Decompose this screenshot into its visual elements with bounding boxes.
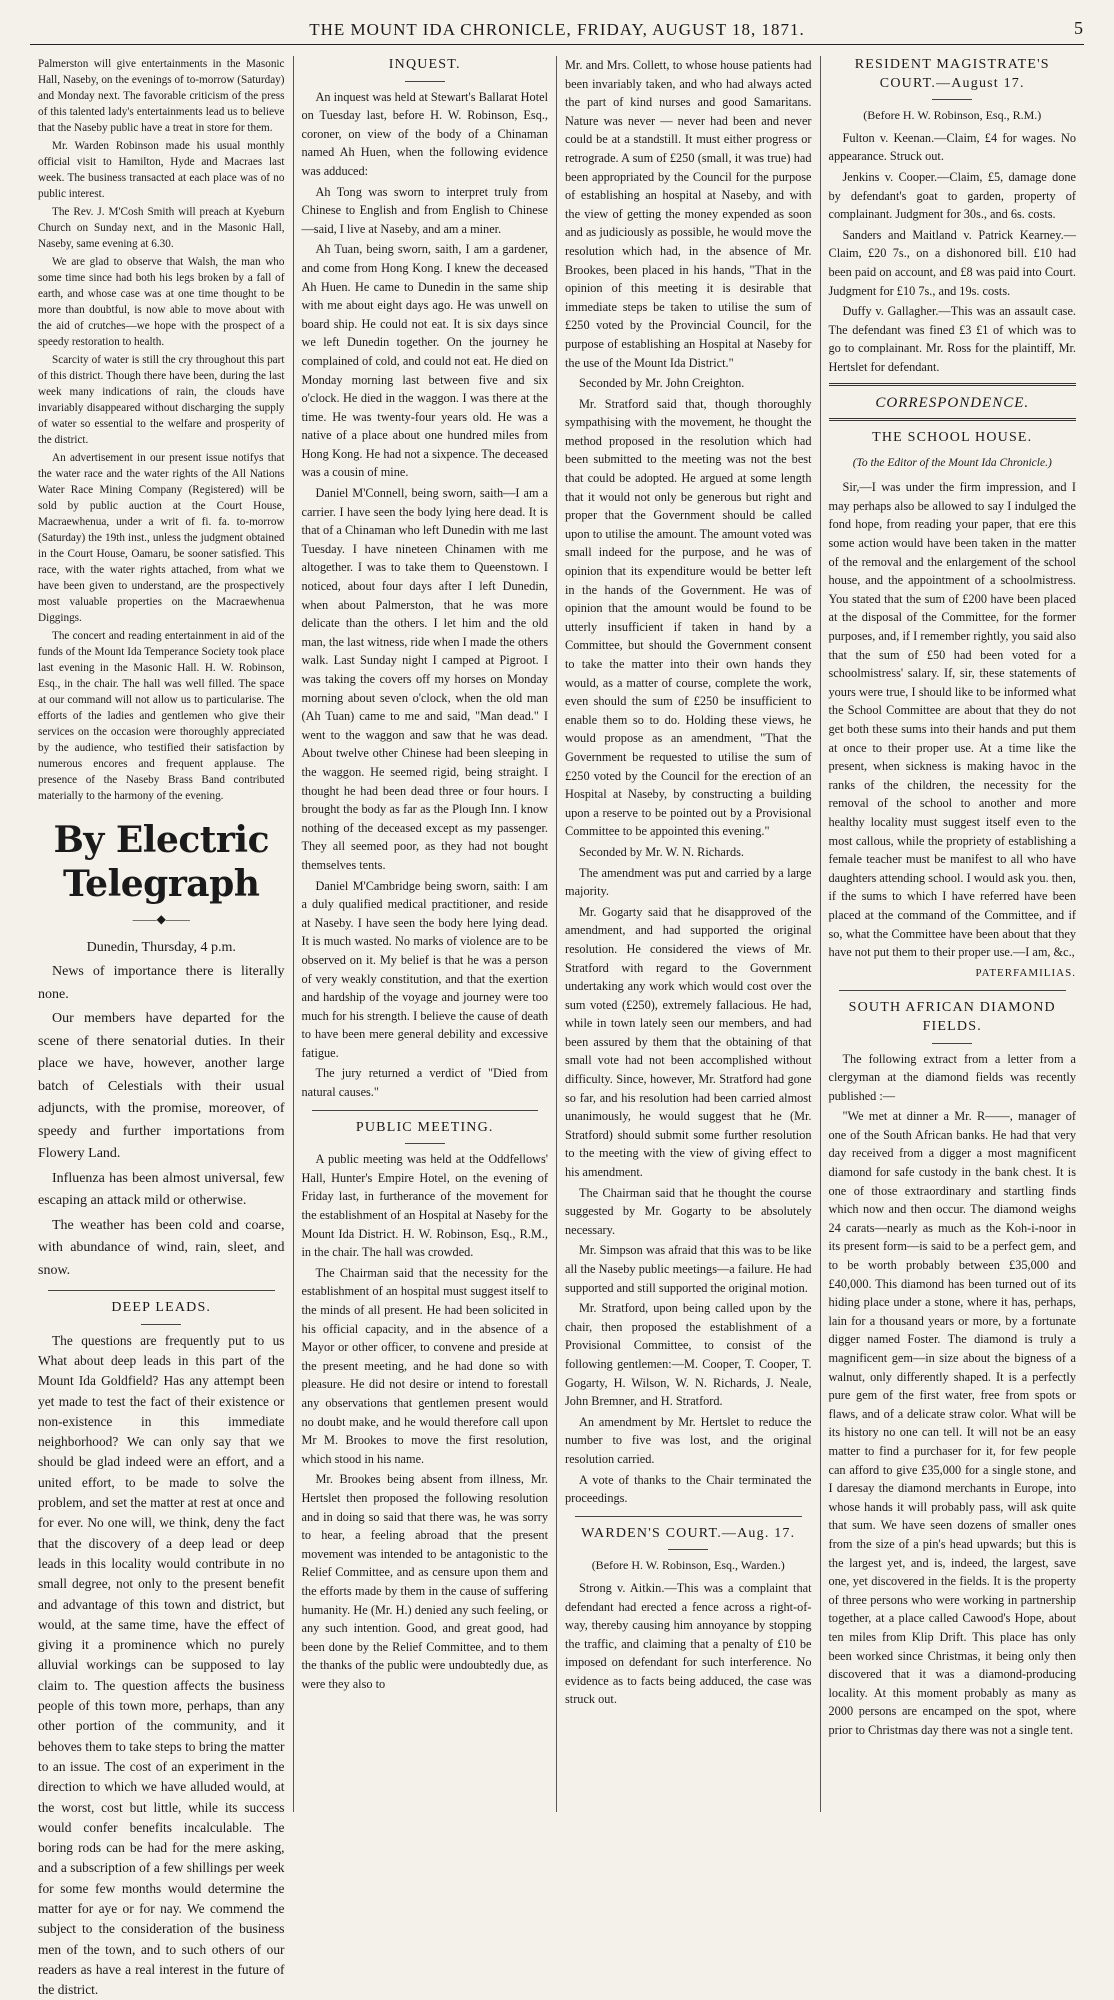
- paragraph: An advertisement in our present issue notifys that the water race and the water rights of the All Nations Water Race Mining Company (Registered) will be sold by public auction at the Court House, Macraewhenua, under a writ of fi. fa. to-morrow (Saturday) the 19th inst., unless the judgment obtained in the Court House, Oamaru, be sooner satisfied. This race, with the water rights attached, from what we have been given to understand, are the prospectively most valuable properties on the Macraewhenua Diggings.: [38, 452, 285, 624]
- divider: [932, 99, 972, 100]
- paragraph: The jury returned a verdict of "Died from natural causes.": [301, 1066, 548, 1100]
- paragraph: Daniel M'Connell, being sworn, saith—I am a carrier. I have seen the body lying here dead. It is that of a Chinaman who left Dunedin with me last Tuesday. I have nineteen Chinamen with me altogether. I was to take them to Queenstown. I noticed, about four days after I left Dunedin, when about Palmerston, that he was more delicate than the others. I let him and the old man, the last witness, ride when I made the others walk. Last Sunday night I camped at Pigroot. I was taking the covers off my horses on Monday morning about seven o'clock, when the old man (Ah Tuan) came to me and said, "Man dead." I went to the waggon and saw that he was dead. About twelve other Chinese had been sleeping in the waggon. He seemed rigid, being straight. I thought he had been dead three or four hours. I brought the body as far as the Plough Inn. I know nothing of the deceased except as my passenger. They all seemed poor, as they had not bought themselves tents.: [301, 486, 548, 872]
- paragraph: Mr. Warden Robinson made his usual monthly official visit to Hamilton, Hyde and Macraes last week. The business transacted at each place was of no public interest.: [38, 140, 285, 200]
- paragraph: A vote of thanks to the Chair terminated the proceedings.: [565, 1472, 812, 1506]
- paragraph: News of importance there is literally none.: [38, 964, 285, 1002]
- paragraph: Mr. Stratford, upon being called upon by the chair, then proposed the establishment of a Provisional Committee, to consist of the following gentlemen:—M. Cooper, T. Cooper, T. Gogarty, H. Wilson, W. N. Richards, J. Neale, John Bremner, and H. Stratford.: [565, 1301, 812, 1409]
- divider: [405, 1143, 445, 1144]
- column-4: [821, 56, 1085, 1812]
- divider: [829, 383, 1077, 386]
- letter-signature: PATERFAMILIAS.: [975, 966, 1076, 979]
- divider: [829, 418, 1077, 421]
- ornament-divider: ——◆——: [132, 912, 190, 926]
- column-1: [30, 56, 294, 1998]
- page-header-title: THE MOUNT IDA CHRONICLE, FRIDAY, AUGUST 18, 1871.: [309, 20, 805, 39]
- paragraph: The concert and reading entertainment in aid of the funds of the Mount Ida Temperance Society took place last evening in the Masonic Hall. H. W. Robinson, Esq., in the chair. The hall was well filled. The space at our command will not allow us to particularise. The efforts of the ladies and gentlemen who give their services on the occasion were thoroughly appreciated by the audience, who testified their satisfaction by numerous encores and frequent applause. The presence of the Naseby Brass Band contributed materially to the harmony of the evening.: [38, 630, 285, 802]
- paragraph: The following extract from a letter from a clergyman at the diamond fields was recently published :—: [828, 1051, 1076, 1103]
- paragraph: Strong v. Aitkin.—This was a complaint that defendant had erected a fence across a right-of-way, thereby causing him annoyance by stopping the traffic, and claiming that a penalty of £10 be imposed on defendant for such interference. No evidence as to facts being adduced, the case was struck out.: [565, 1580, 812, 1707]
- paragraph: The Chairman said that the necessity for the establishment of an hospital must suggest itself to the minds of all present. He had been solicited in his official capacity, and in the absence of a Mayor or other officer, to convene and preside at the present meeting, and he had done so with pleasure. He did not desire or intend to forestall any observations that gentlemen present would no doubt make, and he would therefore call upon Mr M. Brookes to move the first resolution, which stood in his name.: [301, 1265, 548, 1466]
- paragraph: The amendment was put and carried by a large majority.: [565, 865, 812, 899]
- masthead: [30, 8, 1084, 45]
- dateline: Dunedin, Thursday, 4 p.m.: [86, 939, 236, 955]
- paragraph: Duffy v. Gallagher.—This was an assault case. The defendant was fined £3 £1 of which was to go to complainant. Mr. Ross for the plaintiff, Mr. Hertslet for defendant.: [828, 304, 1076, 374]
- section-heading-wardens-court: WARDEN'S COURT.—Aug. 17.: [581, 1525, 796, 1541]
- divider: [141, 1324, 181, 1325]
- section-heading-public-meeting: PUBLIC MEETING.: [355, 1119, 494, 1135]
- divider: [932, 1043, 972, 1044]
- paragraph: Jenkins v. Cooper.—Claim, £5, damage done by defendant's goat to garden, property of complainant. Judgment for 30s., and 6s. costs.: [828, 169, 1076, 222]
- section-heading-telegraph: By Electric Telegraph: [53, 819, 269, 905]
- paragraph: Seconded by Mr. W. N. Richards.: [579, 844, 744, 859]
- paragraph: A public meeting was held at the Oddfellows' Hall, Hunter's Empire Hotel, on the evening of Friday last, in furtherance of the movement for the establishment of an Hospital at Naseby for the Mount Ida District. H. W. Robinson, Esq., R.M., in the chair. The hall was crowded.: [301, 1152, 548, 1260]
- paragraph: Palmerston will give entertainments in the Masonic Hall, Naseby, on the evenings of to-morrow (Saturday) and Monday next. The favorable criticism of the press of this talented lady's entertainments lead us to believe that the Naseby public have a treat in store for them.: [38, 58, 285, 134]
- paragraph: Mr. and Mrs. Collett, to whose house patients had been invariably taken, and who had always acted the part of kind nurses and good Samaritans. Nature was never — never had been and never could be at a standstill. It must either progress or retrograde. A sum of £250 (small, it was true) had been appropriated by the Council for the purpose of establishing an hospital at Naseby, and with the view of getting the money expended as soon and as judiciously as possible, he would move the resolution which had, in the absence of Mr. Brookes, been placed in his hands, "That in the opinion of this meeting it is desirable that immediate steps be taken to utilise the sum of £250 voted by the Provincial Council, for the purpose of establishing an Hospital at Naseby for the use of the Mount Ida District.": [565, 58, 812, 370]
- paragraph: Seconded by Mr. John Creighton.: [579, 376, 745, 391]
- divider: [839, 990, 1067, 991]
- divider: [405, 81, 445, 82]
- paragraph: Scarcity of water is still the cry throughout this part of this district. Though there have been, during the last week many indications of rain, the clouds have invariably disappeared without discharging the supply of water so essential to the welfare and prosperity of the district.: [38, 354, 285, 446]
- divider: [312, 1110, 539, 1111]
- paragraph: The Rev. J. M'Cosh Smith will preach at Kyeburn Church on Sunday next, and in the Masonic Hall, Naseby, same evening at 6.30.: [38, 206, 285, 250]
- section-heading-correspondence: CORRESPONDENCE.: [875, 394, 1030, 411]
- paragraph: An inquest was held at Stewart's Ballarat Hotel on Tuesday last, before H. W. Robinson, Esq., coroner, on view of the body of a Chinaman named Ah Huen, when the following evidence was adduced:: [301, 89, 548, 178]
- paragraph: "We met at dinner a Mr. R——, manager of one of the South African banks. He had that very day received from a digger a most magnificent diamond for safe custody in the bank chest. It is one of those extraordinary and startling finds which now and then occur. The diamond weighs 24 carats—nearly as much as the Koh-i-noor in its present form—is said to be a perfect gem, and to be worth probably between £35,000 and £40,000. This diamond has been turned out of its hiding place under a stone, where it has, perhaps, lain for a thousand years or more, by a fortunate digger named Foster. The diamond is truly a magnificent gem—in size about the bigness of a walnut, only differently shaped. It is a perfectly pure gem of the first water, free from spots or flaws, and of a delicate straw color. What will be its history no one can tell. It will not be an easy matter to find a purchaser for it, for few people can afford to give £35,000 for a single stone, and I daresay the diamond merchants in Europe, into whose hands it will probably pass, will ask quite that sum. We have seen dozens of smaller ones from the size of a pin's head upwards; but this is the largest yet, and is, indeed, the largest, save one, yet discovered in the fields. It is the property of three persons who were working in partnership together, at a place called Cawood's Hope, about ten miles from Klip Drift. This place has only been worked since Christmas, it being only then discovered that it was a diamond-producing locality. At this moment probably as many as 2000 persons are encamped on the spot, where prior to Christmas day there was not a single tent.: [828, 1109, 1076, 1737]
- paragraph: We are glad to observe that Walsh, the man who some time since had both his legs broken by a fall of earth, and whose case was at one time thought to be more than doubtful, is now able to move about with the aid of crutches—we hope with the prospect of a speedy restoration to health.: [38, 256, 285, 348]
- court-subheading: (Before H. W. Robinson, Esq., Warden.): [591, 1558, 785, 1573]
- paragraph: Daniel M'Cambridge being sworn, saith: I am a duly qualified medical practitioner, and reside at Naseby. I have seen the body here lying dead. It is much wasted. No marks of violence are to be observed on it. My belief is that he was a person of very weakly constitution, and that the exertion and hardship of the voyage and journey were too much for his strength. I believe the cause of death to have been mere general debility and excessive fatigue.: [301, 878, 548, 1060]
- paragraph: The questions are frequently put to us What about deep leads in this part of the Mount Ida Goldfield? Has any attempt been yet made to test the fact of their existence or non-existence in this immediate neighborhood? We can only say that we should be glad indeed were an effort, and a united effort, to be made to solve the problem, and set the matter at rest at once and for ever. No one will, we think, deny the fact that the discovery of a deep lead or deep leads in this locality would contribute in no small degree, not only to the present benefit and advantage of this town and district, but would, at the same time, have the effect of giving it a prominence which no purely alluvial workings can be supposed to lay claim to. The question affects the business people of this town more, perhaps, than any other portion of the community, and it behoves them to take steps to bring the matter to an issue. The cost of an experiment in the direction to which we have alluded would, at the worst, cost but little, while its success would confer benefits incalculable. The boring rods can be had for the mere asking, and a subscription of a few shillings per week for some few months would determine the matter for aye or for nay. We commend the subject to the consideration of the business men of the town, and to such others of our readers as have a real interest in the future of the district.: [38, 1332, 285, 1998]
- section-heading-deep-leads: DEEP LEADS.: [111, 1300, 212, 1316]
- paragraph: Mr. Gogarty said that he disapproved of the amendment, and had supported the original resolution. He considered the views of Mr. Stratford with regard to the Government undertaking any work which would cost over the sum voted (£250), extremely fallacious. He had, while in town lately seen our members, and had been assured by them that the obtaining of that small vote had not been accomplished without difficulty. Since, however, Mr. Stratford had gone so far, and his resolution had been carried almost unanimously, he would suggest that he (Mr. Stratford) should submit some further resolution to the meeting with the view of giving effect to his amendment.: [565, 904, 812, 1180]
- column-2: [294, 56, 558, 1812]
- paragraph: The weather has been cold and coarse, with abundance of wind, rain, sleet, and snow.: [38, 1217, 285, 1278]
- newspaper-columns: [30, 56, 1084, 1998]
- paragraph: Ah Tong was sworn to interpret truly from Chinese to English and from English to Chinese—said, I live at Naseby, and am a miner.: [301, 184, 548, 236]
- letter-heading: THE SCHOOL HOUSE.: [872, 430, 1033, 446]
- paragraph: The Chairman said that he thought the course suggested by Mr. Gogarty to be absolutely necessary.: [565, 1185, 812, 1237]
- paragraph: Fulton v. Keenan.—Claim, £4 for wages. No appearance. Struck out.: [828, 130, 1076, 164]
- page-number: 5: [1074, 18, 1084, 38]
- paragraph: An amendment by Mr. Hertslet to reduce the number to five was lost, and the original resolution carried.: [565, 1414, 812, 1466]
- divider: [668, 1549, 708, 1550]
- letter-address: (To the Editor of the Mount Ida Chronicle.): [852, 456, 1052, 469]
- paragraph: Sanders and Maitland v. Patrick Kearney.—Claim, £20 7s., on a dishonored bill. £10 had been paid on account, and £8 was paid into Court. Judgment for £10 7s., and 19s. costs.: [828, 227, 1076, 298]
- court-subheading: (Before H. W. Robinson, Esq., R.M.): [863, 108, 1042, 123]
- divider: [48, 1290, 275, 1291]
- paragraph: Mr. Stratford said that, though thoroughly sympathising with the movement, he thought the method proposed in the resolution which had been submitted to the meeting was not the best that could be adopted. He argued at some length that it would not only be generous but right and proper that the Government should be called upon to utilise the amount. The amount voted was small indeed for the purpose, and he was of opinion that its expenditure would be better left in the hands of the Government. He was of opinion that the amount would be found to be utterly insufficient if taken in hand by a Committee, but should the Government consent to take the matter into their own hands they would, as a matter of course, complete the work, even should the sum of £250 be insufficient to enable them so to do. Holding these views, he would propose as an amendment, "That the Government be requested to utilise the sum of £250 voted by the Council for the erection of an Hospital at Naseby, by constructing a building upon a reserve to be pointed out by a Provisional Committee to be appointed this evening.": [565, 396, 812, 839]
- paragraph: Mr. Brookes being absent from illness, Mr. Hertslet then proposed the following resolution and in doing so said that there was, he was sorry to hear, a feeling abroad that the present movement was intended to be antagonistic to the Relief Committee, and as censure upon them and the efforts made by them in the cause of suffering humanity. He (Mr. H.) denied any such feeling, or any such intention. Good, and great good, had been done by the Relief Committee, and to them the thanks of the public were undoubtedly due, as were they also to: [301, 1472, 548, 1691]
- section-heading-rm-court: RESIDENT MAGISTRATE'S COURT.—August 17.: [854, 57, 1050, 91]
- paragraph: Influenza has been almost universal, few escaping an attack mild or otherwise.: [38, 1170, 285, 1209]
- paragraph: Mr. Simpson was afraid that this was to be like all the Naseby public meetings—a failure. He had supported and still supported the original motion.: [565, 1243, 812, 1295]
- column-3: [557, 56, 821, 1812]
- divider: [575, 1516, 802, 1517]
- section-heading-inquest: INQUEST.: [388, 57, 461, 72]
- paragraph: Our members have departed for the scene of there senatorial duties. In their place we have, however, another large batch of Celestials with their usual adjuncts, with the promise, moreover, of speedy and further importations from Flowery Land.: [38, 1011, 285, 1162]
- paragraph: Ah Tuan, being sworn, saith, I am a gardener, and come from Hong Kong. I knew the deceased Ah Huen. He came to Dunedin in the same ship with me about eight days ago. He was unwell on board ship. He could not eat. It is six days since we left Dunedin together. On the journey he complained of cold, and could not eat. He died on Monday morning last between five and six o'clock. He died in the waggon. I was there at the time. He was twenty-four years old. He was a native of a place about one hundred miles from Hong Kong. He had not a sixpence. The deceased was a cousin of mine.: [301, 242, 548, 480]
- paragraph: Sir,—I was under the firm impression, and I may perhaps also be allowed to say I indulged the fond hope, from reading your paper, that ere this some action would have been taken in the matter of the removal and the enlargement of the school house, and the appointment of a schoolmistress. You stated that the sum of £200 have been placed at the disposal of the Committee, for the former purposes, and, if I remember rightly, you said also that the sum of £50 had been voted for a schoolmistress' salary. If, sir, these statements of yours were true, I should like to be informed what the School Committee are about that they do not get both these sums into their hands and put them at once to their proper use. At a time like the present, when sickness is making havoc in the ranks of the children, the necessity for the removal of the school to another and more healthy locality must suggest itself even to the most callous, while the propriety of establishing a female teacher must be manifest to all who have daughters attending school. I would ask you. then, if the sums to which I have referred have been placed at the command of the Committee, and if so, what the Committee have been about that they have not put them to their proper use.—I am, &c.,: [828, 480, 1076, 960]
- section-heading-diamond-fields: SOUTH AFRICAN DIAMOND FIELDS.: [848, 1000, 1056, 1034]
